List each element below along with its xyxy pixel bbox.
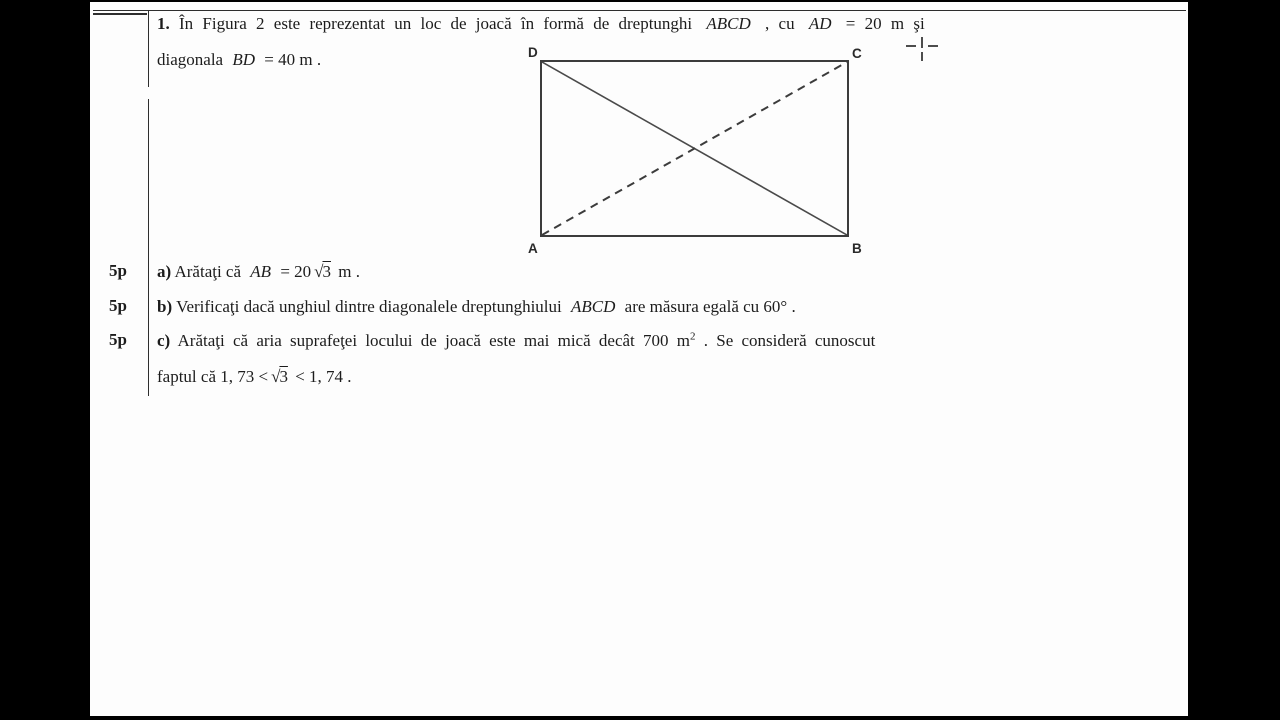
- statement-text-5: = 40 m .: [264, 50, 322, 69]
- item-c-text-2: . Se consideră cunoscut: [695, 331, 876, 350]
- item-a-text-1: Arătaţi că: [174, 262, 242, 281]
- item-a-label: a): [157, 262, 172, 281]
- item-b-text-1: Verificaţi dacă unghiul dintre diagonalele dreptunghiului: [176, 297, 562, 316]
- crosshair-dash-right: [928, 45, 938, 47]
- item-b-text-2: are măsura egală cu 60° .: [624, 297, 796, 316]
- item-c-text-1: Arătaţi că aria suprafeţei locului de joacă este mai mică decât 700 m: [177, 331, 690, 350]
- math-ab: AB: [250, 262, 272, 281]
- figure-rectangle: [540, 60, 849, 237]
- item-c-text-3: faptul că 1, 73 <: [157, 367, 269, 386]
- radical-sign: √: [314, 262, 323, 281]
- crosshair-dash-left: [906, 45, 916, 47]
- vertex-label-a: A: [528, 241, 538, 256]
- statement-text-2: , cu: [765, 14, 795, 33]
- statement-text-4: diagonala: [157, 50, 224, 69]
- radicand-c: 3: [279, 367, 288, 386]
- item-a-line: [157, 261, 1167, 283]
- item-c-line-2: [157, 366, 1167, 388]
- problem-number: 1.: [157, 14, 170, 33]
- score-cell-c: 5p: [109, 330, 127, 349]
- item-c-label: c): [157, 331, 171, 350]
- math-bd: BD: [232, 50, 256, 69]
- statement-text-3: = 20 m şi: [845, 14, 925, 33]
- item-b-line: [157, 296, 1167, 318]
- table-top-border: [93, 10, 1186, 11]
- item-a-text-2: = 20: [280, 262, 312, 281]
- exponent-2: 2: [689, 330, 696, 343]
- item-c-text-4: < 1, 74 .: [295, 367, 352, 386]
- item-c-line-1: [157, 330, 1167, 352]
- math-abcd-b: ABCD: [571, 297, 616, 316]
- document-page: [90, 2, 1188, 716]
- radical-sign-c: √: [271, 367, 280, 386]
- figure-diagonals: [542, 62, 847, 235]
- score-column-divider-lower: [148, 99, 149, 396]
- math-ad: AD: [808, 14, 832, 33]
- item-a-text-3: m .: [338, 262, 360, 281]
- sqrt-3-c: [271, 367, 288, 386]
- score-column-divider-upper: [148, 11, 149, 87]
- crosshair-dash-bottom: [921, 52, 923, 61]
- radicand: 3: [322, 262, 331, 281]
- vertex-label-d: D: [528, 45, 538, 60]
- crosshair-dash-top: [921, 37, 923, 48]
- statement-text-1: În Figura 2 este reprezentat un loc de joacă în formă de dreptunghi: [179, 14, 693, 33]
- problem-statement-line-1: [157, 13, 1167, 35]
- vertex-label-c: C: [852, 46, 862, 61]
- table-top-border-short: [93, 13, 147, 15]
- sqrt-3: [314, 262, 331, 281]
- score-cell-a: 5p: [109, 261, 127, 280]
- math-abcd: ABCD: [706, 14, 751, 33]
- vertex-label-b: B: [852, 241, 862, 256]
- score-cell-b: 5p: [109, 296, 127, 315]
- item-b-label: b): [157, 297, 173, 316]
